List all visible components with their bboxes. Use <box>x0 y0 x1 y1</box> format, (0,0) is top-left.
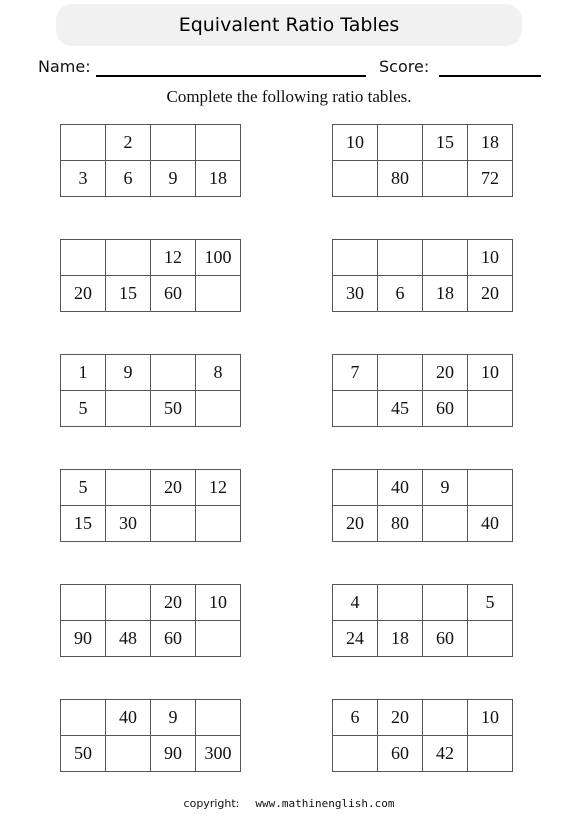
ratio-row-bottom <box>333 391 513 427</box>
ratio-cell[interactable] <box>196 506 241 542</box>
ratio-cell[interactable]: 20 <box>468 276 513 312</box>
ratio-cell[interactable] <box>378 585 423 621</box>
ratio-cell[interactable] <box>468 621 513 657</box>
ratio-row-top <box>61 470 241 506</box>
ratio-cell[interactable]: 7 <box>333 355 378 391</box>
ratio-table <box>332 239 513 312</box>
ratio-cell[interactable] <box>196 391 241 427</box>
name-label: Name: <box>38 57 91 76</box>
ratio-row-top <box>333 470 513 506</box>
ratio-cell[interactable]: 60 <box>378 736 423 772</box>
ratio-cell[interactable]: 48 <box>106 621 151 657</box>
ratio-cell[interactable]: 50 <box>61 736 106 772</box>
ratio-row-bottom <box>61 161 241 197</box>
ratio-table <box>332 584 513 657</box>
ratio-cell[interactable] <box>61 125 106 161</box>
ratio-cell[interactable] <box>61 240 106 276</box>
ratio-cell[interactable]: 40 <box>378 470 423 506</box>
ratio-cell[interactable]: 90 <box>61 621 106 657</box>
ratio-row-top <box>61 700 241 736</box>
ratio-cell[interactable] <box>61 585 106 621</box>
ratio-row-top <box>61 585 241 621</box>
ratio-cell[interactable]: 10 <box>196 585 241 621</box>
ratio-cell[interactable]: 300 <box>196 736 241 772</box>
ratio-row-top <box>333 125 513 161</box>
ratio-cell[interactable]: 18 <box>196 161 241 197</box>
ratio-row-bottom <box>61 621 241 657</box>
ratio-cell[interactable]: 5 <box>468 585 513 621</box>
ratio-cell[interactable] <box>468 736 513 772</box>
ratio-table <box>332 124 513 197</box>
ratio-cell[interactable] <box>61 700 106 736</box>
ratio-cell[interactable] <box>151 506 196 542</box>
ratio-cell[interactable] <box>423 585 468 621</box>
ratio-row-bottom <box>333 736 513 772</box>
ratio-cell[interactable]: 40 <box>468 506 513 542</box>
ratio-cell[interactable]: 40 <box>106 700 151 736</box>
ratio-cell[interactable] <box>423 506 468 542</box>
ratio-cell[interactable] <box>333 161 378 197</box>
ratio-cell[interactable]: 8 <box>196 355 241 391</box>
ratio-cell[interactable] <box>423 161 468 197</box>
ratio-cell[interactable] <box>423 240 468 276</box>
ratio-row-top <box>61 125 241 161</box>
ratio-row-top <box>333 585 513 621</box>
ratio-cell[interactable]: 45 <box>378 391 423 427</box>
ratio-table <box>60 354 241 427</box>
ratio-cell[interactable]: 12 <box>196 470 241 506</box>
copyright-label: copyright: <box>183 797 240 810</box>
ratio-cell[interactable]: 10 <box>468 355 513 391</box>
ratio-cell[interactable]: 20 <box>333 506 378 542</box>
ratio-cell[interactable] <box>151 355 196 391</box>
ratio-cell[interactable]: 60 <box>423 621 468 657</box>
ratio-cell[interactable]: 24 <box>333 621 378 657</box>
ratio-cell[interactable] <box>106 470 151 506</box>
ratio-row-bottom <box>61 736 241 772</box>
score-label: Score: <box>379 57 430 76</box>
ratio-cell[interactable]: 9 <box>151 700 196 736</box>
ratio-row-bottom <box>333 161 513 197</box>
ratio-cell[interactable]: 2 <box>106 125 151 161</box>
ratio-cell[interactable]: 6 <box>378 276 423 312</box>
ratio-cell[interactable]: 30 <box>333 276 378 312</box>
ratio-cell[interactable]: 80 <box>378 161 423 197</box>
ratio-table <box>60 239 241 312</box>
ratio-row-top <box>61 240 241 276</box>
ratio-cell[interactable]: 10 <box>468 240 513 276</box>
ratio-cell[interactable] <box>106 240 151 276</box>
score-field[interactable] <box>439 75 541 77</box>
ratio-table <box>332 354 513 427</box>
ratio-cell[interactable]: 20 <box>423 355 468 391</box>
ratio-cell[interactable]: 18 <box>423 276 468 312</box>
ratio-row-bottom <box>61 391 241 427</box>
ratio-cell[interactable]: 6 <box>106 161 151 197</box>
ratio-cell[interactable] <box>378 125 423 161</box>
ratio-cell[interactable] <box>196 125 241 161</box>
name-score-row <box>38 57 544 81</box>
ratio-cell[interactable]: 60 <box>423 391 468 427</box>
ratio-cell[interactable] <box>378 240 423 276</box>
ratio-table <box>60 699 241 772</box>
ratio-cell[interactable] <box>106 585 151 621</box>
ratio-cell[interactable]: 60 <box>151 621 196 657</box>
ratio-cell[interactable] <box>196 700 241 736</box>
ratio-cell[interactable]: 4 <box>333 585 378 621</box>
ratio-cell[interactable] <box>423 700 468 736</box>
ratio-cell[interactable]: 90 <box>151 736 196 772</box>
ratio-cell[interactable]: 20 <box>378 700 423 736</box>
ratio-cell[interactable]: 18 <box>378 621 423 657</box>
footer <box>0 797 578 810</box>
name-field[interactable] <box>96 75 366 77</box>
ratio-cell[interactable]: 15 <box>423 125 468 161</box>
ratio-row-top <box>61 355 241 391</box>
page-title: Equivalent Ratio Tables <box>178 14 400 36</box>
ratio-cell[interactable] <box>333 240 378 276</box>
ratio-row-top <box>333 240 513 276</box>
ratio-cell[interactable]: 100 <box>196 240 241 276</box>
ratio-table <box>332 699 513 772</box>
ratio-row-bottom <box>333 506 513 542</box>
ratio-cell[interactable]: 10 <box>468 700 513 736</box>
ratio-table <box>60 469 241 542</box>
ratio-cell[interactable]: 20 <box>151 470 196 506</box>
ratio-cell[interactable]: 60 <box>151 276 196 312</box>
ratio-cell[interactable]: 1 <box>61 355 106 391</box>
ratio-cell[interactable]: 15 <box>106 276 151 312</box>
ratio-cell[interactable] <box>468 391 513 427</box>
ratio-table <box>332 469 513 542</box>
ratio-cell[interactable]: 15 <box>61 506 106 542</box>
ratio-cell[interactable]: 72 <box>468 161 513 197</box>
ratio-cell[interactable]: 50 <box>151 391 196 427</box>
ratio-cell[interactable]: 18 <box>468 125 513 161</box>
ratio-cell[interactable] <box>333 736 378 772</box>
ratio-cell[interactable] <box>196 621 241 657</box>
ratio-table <box>60 124 241 197</box>
ratio-cell[interactable] <box>378 355 423 391</box>
ratio-cell[interactable] <box>151 125 196 161</box>
ratio-cell[interactable]: 20 <box>151 585 196 621</box>
title-banner <box>56 4 522 46</box>
ratio-cell[interactable]: 12 <box>151 240 196 276</box>
ratio-cell[interactable]: 42 <box>423 736 468 772</box>
ratio-table <box>60 584 241 657</box>
ratio-cell[interactable] <box>333 470 378 506</box>
ratio-cell[interactable]: 10 <box>333 125 378 161</box>
ratio-cell[interactable]: 30 <box>106 506 151 542</box>
ratio-cell[interactable]: 80 <box>378 506 423 542</box>
ratio-row-bottom <box>333 621 513 657</box>
ratio-row-top <box>333 700 513 736</box>
ratio-cell[interactable]: 5 <box>61 391 106 427</box>
ratio-cell[interactable]: 9 <box>106 355 151 391</box>
ratio-cell[interactable] <box>196 276 241 312</box>
ratio-cell[interactable]: 3 <box>61 161 106 197</box>
ratio-cell[interactable] <box>468 470 513 506</box>
ratio-cell[interactable] <box>106 736 151 772</box>
ratio-row-top <box>333 355 513 391</box>
ratio-cell[interactable]: 9 <box>423 470 468 506</box>
ratio-cell[interactable] <box>333 391 378 427</box>
ratio-cell[interactable] <box>106 391 151 427</box>
ratio-cell[interactable]: 5 <box>61 470 106 506</box>
ratio-row-bottom <box>333 276 513 312</box>
ratio-cell[interactable]: 20 <box>61 276 106 312</box>
ratio-cell[interactable]: 6 <box>333 700 378 736</box>
ratio-row-bottom <box>61 276 241 312</box>
ratio-row-bottom <box>61 506 241 542</box>
website-url: www.mathinenglish.com <box>255 797 395 810</box>
instructions-text: Complete the following ratio tables. <box>166 87 412 106</box>
ratio-cell[interactable]: 9 <box>151 161 196 197</box>
